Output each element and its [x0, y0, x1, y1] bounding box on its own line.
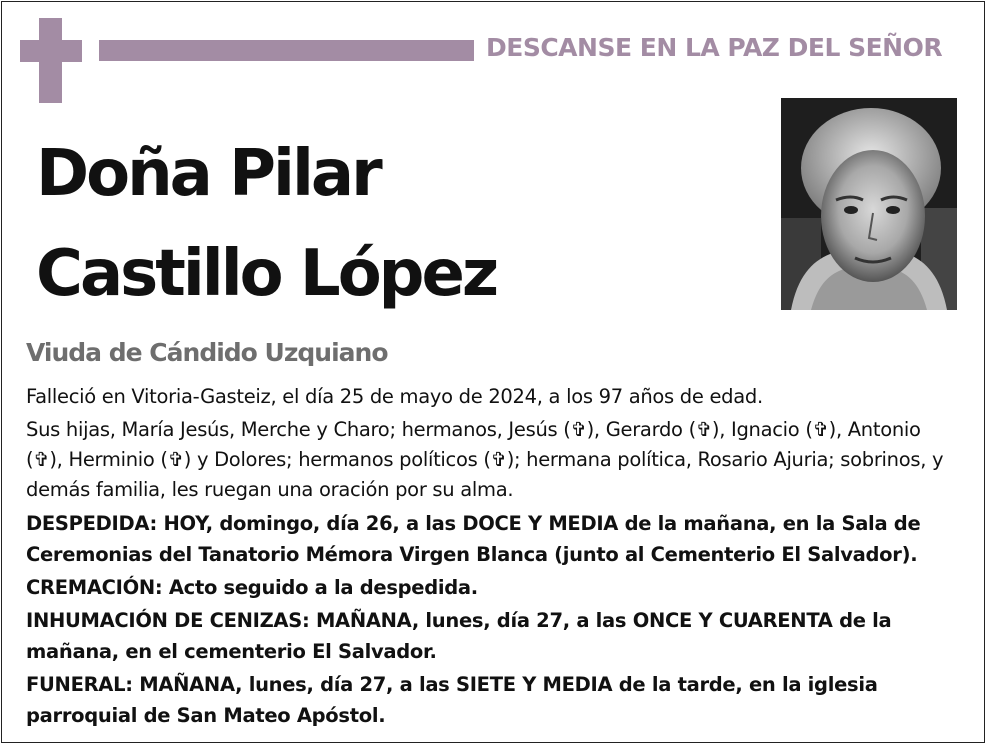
notice-body: [26, 382, 961, 733]
header-motto: DESCANSE EN LA PAZ DEL SEÑOR: [486, 33, 943, 62]
deceased-name-line2: Castillo López: [36, 237, 497, 311]
cross-horizontal-bar: [20, 40, 82, 62]
portrait-photo: [781, 98, 957, 310]
inhumacion-paragraph: INHUMACIÓN DE CENIZAS: MAÑANA, lunes, día 27, a las ONCE Y CUARENTA de la mañana, en el cementerio El Salvador.: [26, 609, 892, 663]
death-notice: Falleció en Vitoria-Gasteiz, el día 25 de mayo de 2024, a los 97 años de edad.: [26, 385, 763, 408]
despedida-paragraph: DESPEDIDA: HOY, domingo, día 26, a las DOCE Y MEDIA de la mañana, en la Sala de Ceremonias del Tanatorio Mémora Virgen Blanca (junto al Cementerio El Salvador).: [26, 512, 921, 566]
funeral-paragraph: FUNERAL: MAÑANA, lunes, día 27, a las SIETE Y MEDIA de la tarde, en la iglesia parroquial de San Mateo Apóstol.: [26, 673, 878, 727]
deceased-name-line1: Doña Pilar: [36, 137, 380, 211]
cremacion-paragraph: CREMACIÓN: Acto seguido a la despedida.: [26, 576, 478, 599]
obituary-card: [1, 1, 985, 743]
deceased-subtitle: Viuda de Cándido Uzquiano: [26, 338, 388, 367]
family-paragraph: Sus hijas, María Jesús, Merche y Charo; hermanos, Jesús (✞), Gerardo (✞), Ignacio (✞), Antonio (✞), Herminio (✞) y Dolores; hermanos políticos (✞); hermana política, Rosario Ajuria; sobrinos, y demás familia, les ruegan una oración por su alma.: [26, 418, 944, 501]
header-rule: [99, 40, 474, 61]
